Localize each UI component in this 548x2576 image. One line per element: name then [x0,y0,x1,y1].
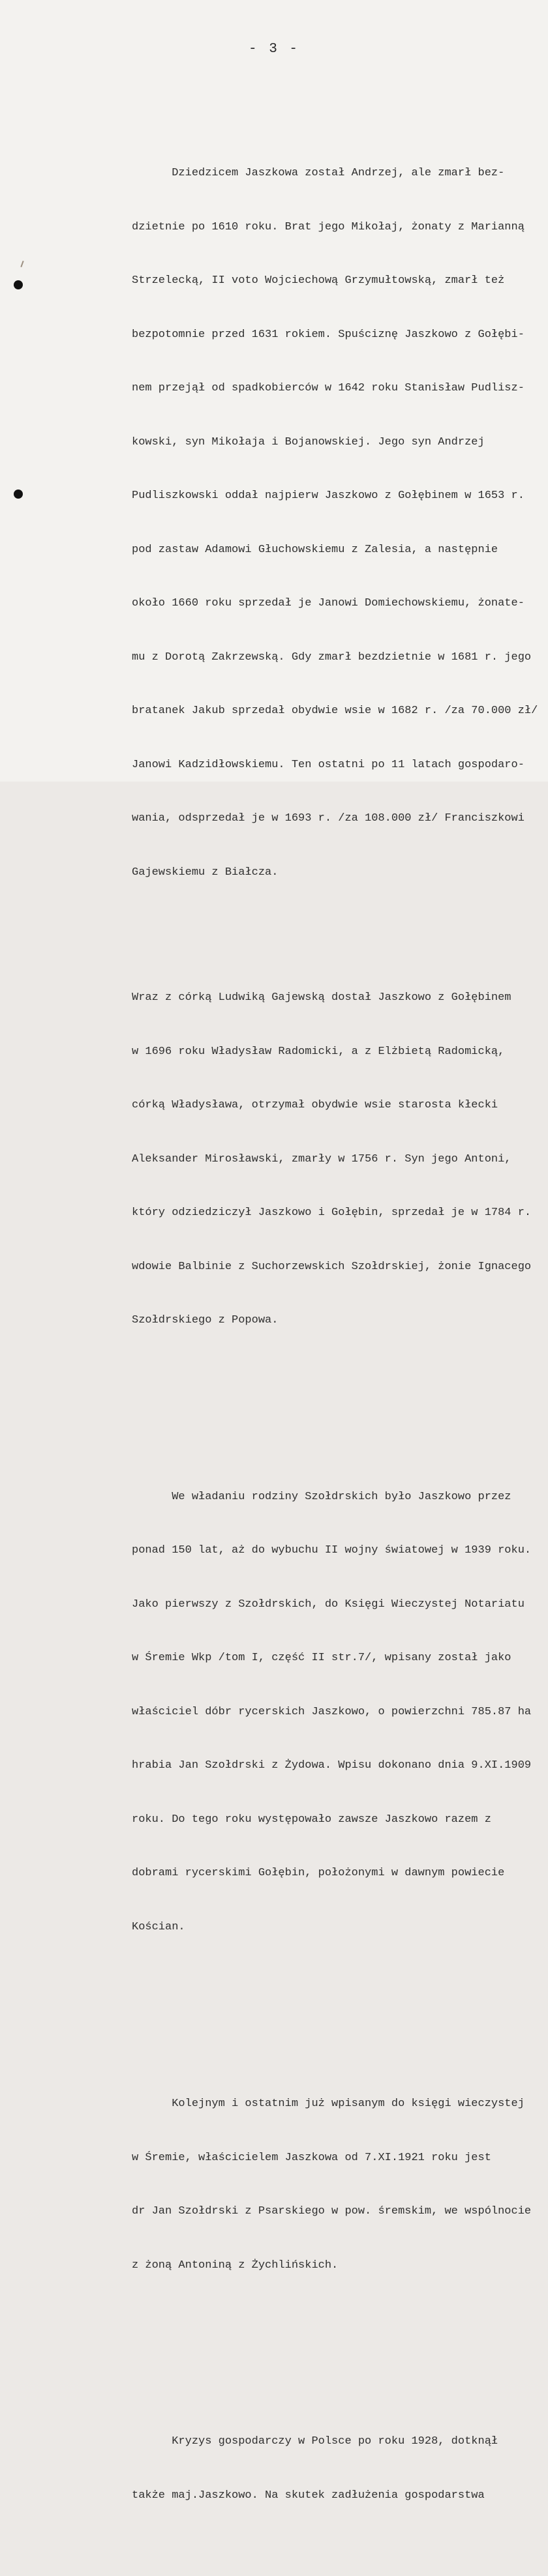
text-line: ponad 150 lat, aż do wybuchu II wojny światowej w 1939 roku. [132,1544,532,1557]
pencil-mark [20,261,23,267]
text-line: wdowie Balbinie z Suchorzewskich Szołdrskiej, żonie Ignacego [132,1260,532,1273]
document-body [132,93,538,2576]
punch-hole [14,490,23,499]
text-line: Gajewskiemu z Białcza. [132,866,279,879]
text-line: We władaniu rodziny Szołdrskich było Jaszkowo przez [132,1490,511,1503]
text-line: mu z Dorotą Zakrzewską. Gdy zmarł bezdzietnie w 1681 r. jego [132,651,532,664]
text-line: córką Władysława, otrzymał obydwie wsie starosta kłecki [132,1099,498,1111]
text-line: właściciel dóbr rycerskich Jaszkowo, o powierzchni 785.87 ha [132,1705,532,1718]
paragraph [132,128,538,917]
paragraph-spacer [132,1401,538,1416]
text-line: Wraz z córką Ludwiką Gajewską dostał Jaszkowo z Gołębinem [132,991,511,1004]
paragraph-spacer [132,2008,538,2023]
text-line: Pudliszkowski oddał najpierw Jaszkowo z Gołębinem w 1653 r. [132,490,525,502]
text-line: dobrami rycerskimi Gołębin, położonymi w dawnym powiecie [132,1867,505,1879]
text-line: Dziedzicem Jaszkowa został Andrzej, ale zmarł bez- [132,167,505,179]
paragraph-spacer [132,2346,538,2361]
text-line: bezpotomnie przed 1631 rokiem. Spuściznę Jaszkowo z Gołębi- [132,328,525,341]
paragraph [132,2059,538,2310]
text-line: w Śremie Wkp /tom I, część II str.7/, wpisany został jako [132,1652,511,1664]
page-number: - 3 - [248,42,299,57]
text-line: Kościan. [132,1920,185,1933]
text-line: bratanek Jakub sprzedał obydwie wsie w 1682 r. /za 70.000 zł/ [132,705,538,717]
text-line: Jako pierwszy z Szołdrskich, do Księgi Wieczystej Notariatu [132,1598,525,1611]
text-line: hrabia Jan Szołdrski z Żydowa. Wpisu dokonano dnia 9.XI.1909 [132,1759,532,1772]
text-line: Janowi Kadzidłowskiemu. Ten ostatni po 11 latach gospodaro- [132,758,525,771]
text-line: Kryzys gospodarczy w Polsce po roku 1928, dotknął [132,2435,498,2448]
text-line: z żoną Antoniną z Żychlińskich. [132,2259,339,2272]
text-line: Szołdrskiego z Popowa. [132,1314,279,1326]
paragraph [132,1452,538,1972]
text-line: dzietnie po 1610 roku. Brat jego Mikołaj, żonaty z Marianną [132,220,525,233]
text-line: około 1660 roku sprzedał je Janowi Domiechowskiemu, żonate- [132,597,525,609]
text-line: dr Jan Szołdrski z Psarskiego w pow. śremskim, we wspólnocie [132,2205,532,2217]
paragraph [132,2397,538,2540]
paragraph [132,953,538,1366]
text-line: Strzelecką, II voto Wojciechową Grzymułtowską, zmarł też [132,274,505,287]
text-line: pod zastaw Adamowi Głuchowskiemu z Zalesia, a następnie [132,543,498,556]
text-line: kowski, syn Mikołaja i Bojanowskiej. Jego syn Andrzej [132,435,485,448]
text-line: Kolejnym i ostatnim już wpisanym do księgi wieczystej [132,2098,525,2110]
text-line: wania, odsprzedał je w 1693 r. /za 108.000 zł/ Franciszkowi [132,812,525,825]
text-line: roku. Do tego roku występowało zawsze Jaszkowo razem z [132,1813,491,1826]
punch-hole [14,280,23,289]
text-line: w 1696 roku Władysław Radomicki, a z Elżbietą Radomicką, [132,1045,505,1058]
text-line: także maj.Jaszkowo. Na skutek zadłużenia gospodarstwa [132,2489,485,2502]
text-line: Aleksander Mirosławski, zmarły w 1756 r. Syn jego Antoni, [132,1152,511,1165]
text-line: który odziedziczył Jaszkowo i Gołębin, sprzedał je w 1784 r. [132,1207,532,1219]
text-line: w Śremie, właścicielem Jaszkowa od 7.XI.1921 roku jest [132,2151,491,2164]
text-line: nem przejął od spadkobierców w 1642 roku Stanisław Pudlisz- [132,382,525,394]
